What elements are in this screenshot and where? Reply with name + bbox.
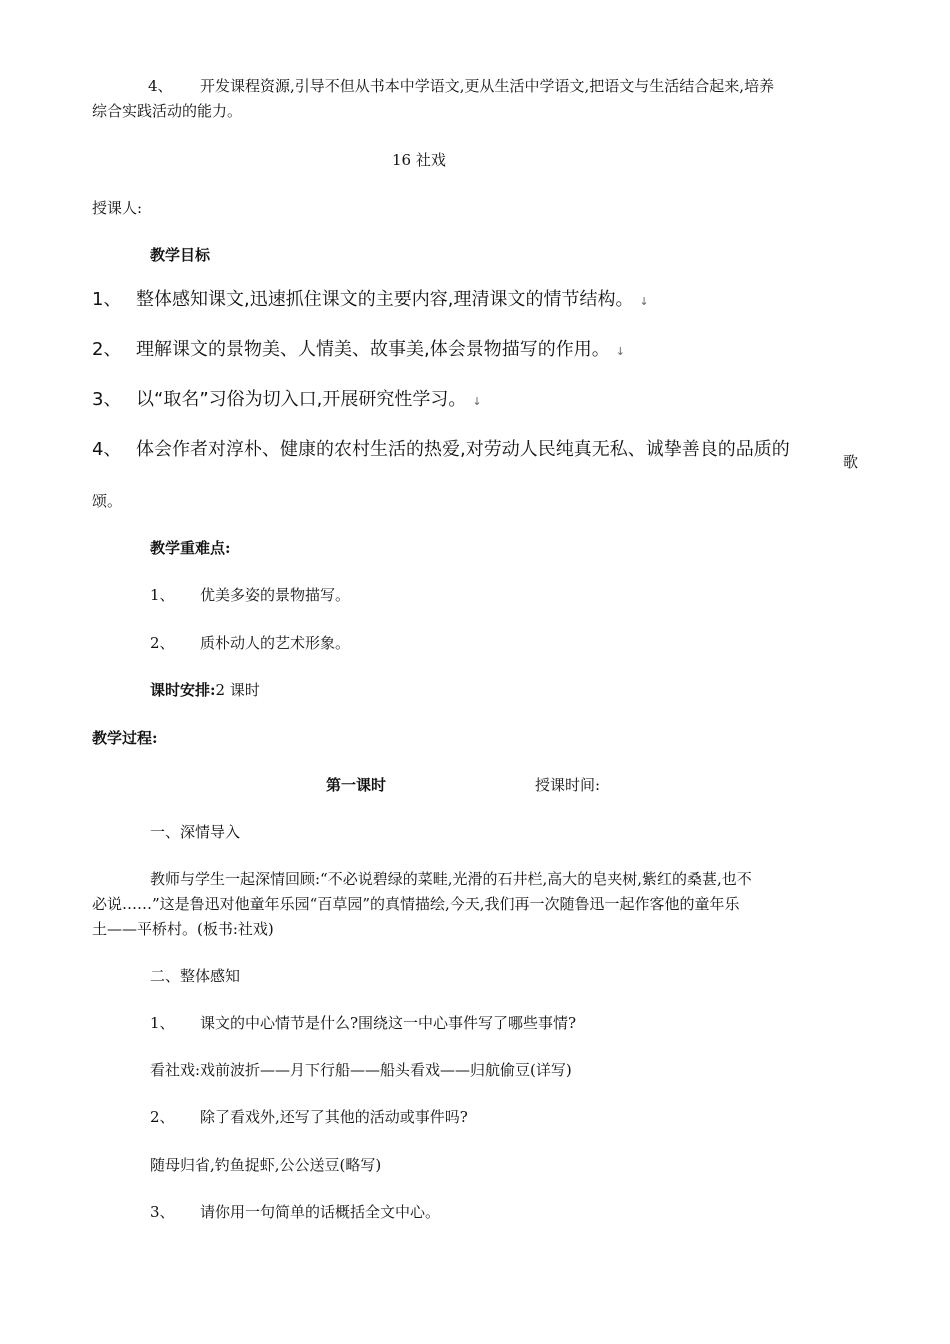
section2-question-1: 1、 课文的中心情节是什么?围绕这一中心事件写了哪些事情?	[150, 1014, 577, 1032]
section1-heading: 一、深情导入	[150, 823, 241, 841]
section1-para-line3: 土——平桥村。(板书:社戏)	[92, 920, 274, 938]
objective-item-4-line2: 颂。	[92, 492, 123, 510]
section2-question-2: 2、 除了看戏外,还写了其他的活动或事件吗?	[150, 1108, 468, 1126]
objective-item-4: 4、 体会作者对淳朴、健康的农村生活的热爱,对劳动人民纯真无私、诚挚善良的品质的	[92, 439, 790, 460]
process-heading: 教学过程:	[92, 729, 158, 747]
lesson-title: 16 社戏	[392, 151, 446, 169]
paragraph-mark-icon: ↓	[472, 395, 482, 408]
objective-item-4-tail: 歌	[843, 453, 859, 471]
teacher-label: 授课人:	[92, 199, 143, 217]
key-point-1: 1、 优美多姿的景物描写。	[150, 586, 351, 604]
paragraph-mark-icon: ↓	[615, 345, 625, 358]
section2-heading: 二、整体感知	[150, 967, 241, 985]
section2-question-3: 3、 请你用一句简单的话概括全文中心。	[150, 1203, 441, 1221]
objectives-heading: 教学目标	[150, 246, 211, 264]
section2-answer-2: 随母归省,钓鱼捉虾,公公送豆(略写)	[150, 1156, 382, 1174]
objective-item-1: 1、 整体感知课文,迅速抓住课文的主要内容,理清课文的情节结构。 ↓	[92, 289, 649, 310]
objective-item-3: 3、 以“取名”习俗为切入口,开展研究性学习。 ↓	[92, 389, 482, 410]
paragraph-mark-icon: ↓	[639, 295, 649, 308]
period-title: 第一课时	[326, 776, 387, 794]
intro-item-4-num: 4、	[148, 77, 173, 95]
key-point-2: 2、 质朴动人的艺术形象。	[150, 634, 351, 652]
section2-answer-1: 看社戏:戏前波折——月下行船——船头看戏——归航偷豆(详写)	[150, 1061, 572, 1079]
key-points-heading: 教学重难点:	[150, 539, 231, 557]
section1-para-line1: 教师与学生一起深情回顾:“不必说碧绿的菜畦,光滑的石井栏,高大的皂夹树,紫红的桑葚,也不	[150, 870, 752, 888]
period-time-label: 授课时间:	[535, 776, 601, 794]
objective-item-2: 2、 理解课文的景物美、人情美、故事美,体会景物描写的作用。 ↓	[92, 339, 625, 360]
schedule: 课时安排:2 课时	[150, 681, 260, 699]
intro-item-4-line2: 综合实践活动的能力。	[92, 102, 243, 120]
intro-item-4-line1: 4、 开发课程资源,引导不但从书本中学语文,更从生活中学语文,把语文与生活结合起来,培养	[148, 77, 775, 95]
section1-para-line2: 必说……”这是鲁迅对他童年乐园“百草园”的真情描绘,今天,我们再一次随鲁迅一起作客他的童年乐	[92, 895, 740, 913]
